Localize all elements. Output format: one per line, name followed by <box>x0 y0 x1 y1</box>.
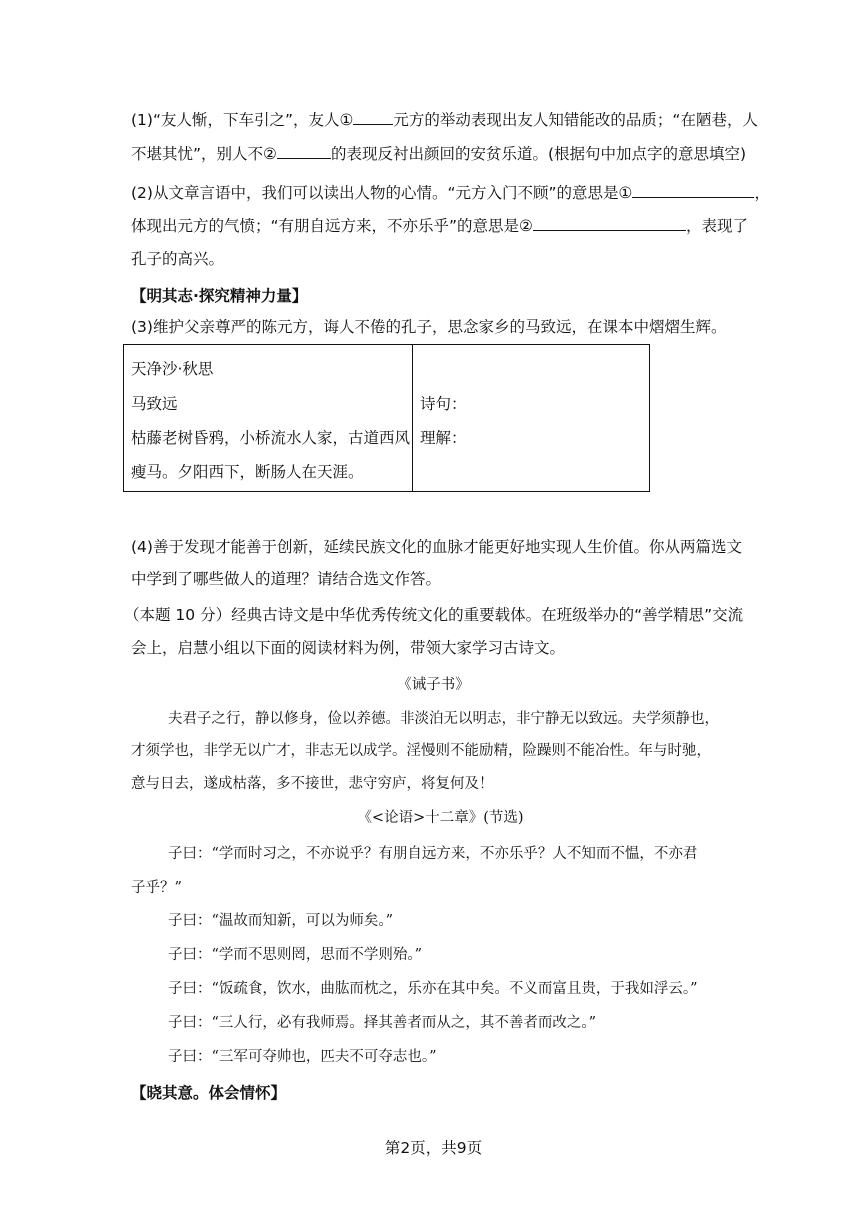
answer-blank-2[interactable] <box>277 142 331 159</box>
poem-text-line-2: 瘦马。夕阳西下，断肠人在天涯。 <box>131 463 364 481</box>
question-2-line-2: 体现出元方的气愤；“有朋自远方来，不亦乐乎”的意思是② ，表现了 <box>131 214 748 237</box>
text1-line-3: 意与日去，遂成枯落，多不接世，悲守穷庐，将复何及！ <box>131 776 494 792</box>
text2-line-4: 子曰：“学而不思则罔，思而不学则殆。” <box>168 947 423 963</box>
answer-blank-1[interactable] <box>353 108 393 125</box>
question-4-line-2: 中学到了哪些做人的道理？请结合选文作答。 <box>131 570 442 588</box>
poem-cell <box>124 345 413 491</box>
text2-line-5: 子曰：“饭疏食，饮水，曲肱而枕之，乐亦在其中矣。不义而富且贵，于我如浮云。” <box>168 981 698 997</box>
intro-line-2: 会上，启慧小组以下面的阅读材料为例，带领大家学习古诗文。 <box>131 639 566 657</box>
poem-text-line-1: 枯藤老树昏鸦，小桥流水人家，古道西风 <box>131 429 411 447</box>
answer-cell[interactable] <box>413 345 649 491</box>
text2-line-1: 子曰：“学而时习之，不亦说乎？有朋自远方来，不亦乐乎？人不知而不愠，不亦君 <box>168 846 698 862</box>
text1-title: 《诫子书》 <box>397 677 470 693</box>
section-heading-2: 【晓其意。体会情怀】 <box>131 1084 287 1102</box>
answer-blank-3[interactable] <box>632 181 754 198</box>
text2-line-6: 子曰：“三人行，必有我师焉。择其善者而从之，其不善者而改之。” <box>168 1015 597 1031</box>
poem-title: 天净沙·秋思 <box>131 360 214 378</box>
question-1-line-2: 不堪其忧”，别人不② 的表现反衬出颜回的安贫乐道。(根据句中加点字的意思填空) <box>131 142 746 165</box>
text2-line-7: 子曰：“三军可夺帅也，匹夫不可夺志也。” <box>168 1049 437 1065</box>
text2-title: 《<论语>十二章》(节选) <box>357 810 524 826</box>
question-3: (3)维护父亲尊严的陈元方，诲人不倦的孔子，思念家乡的马致远，在课本中熠熠生辉。 <box>131 318 727 336</box>
question-2-line-1: (2)从文章言语中，我们可以读出人物的心情。“元方入门不顾”的意思是① ， <box>131 181 770 204</box>
section-heading-1: 【明其志·探究精神力量】 <box>131 287 308 305</box>
poem-table <box>123 344 650 492</box>
text1-line-1: 夫君子之行，静以修身，俭以养德。非淡泊无以明志，非宁静无以致远。夫学须静也， <box>168 711 719 727</box>
understanding-field-label: 理解： <box>420 429 467 447</box>
text2-line-3: 子曰：“温故而知新，可以为师矣。” <box>168 913 394 929</box>
text1-line-2: 才须学也，非学无以广才，非志无以成学。淫慢则不能励精，险躁则不能冶性。年与时驰， <box>131 743 711 759</box>
page-number: 第2页，共9页 <box>384 1139 483 1157</box>
intro-line-1: （本题 10 分）经典古诗文是中华优秀传统文化的重要载体。在班级举办的“善学精思”交流 <box>124 606 744 624</box>
text2-line-2: 子乎？” <box>131 880 182 896</box>
answer-blank-4[interactable] <box>533 214 686 231</box>
question-4-line-1: (4)善于发现才能善于创新，延续民族文化的血脉才能更好地实现人生价值。你从两篇选文 <box>131 538 742 556</box>
question-2-line-3: 孔子的高兴。 <box>131 250 225 268</box>
poem-author: 马致远 <box>131 395 178 413</box>
verse-field-label: 诗句： <box>420 395 467 413</box>
question-1-line-1: (1)“友人惭，下车引之”，友人① 元方的举动表现出友人知错能改的品质；“在陋巷，人 <box>131 108 758 131</box>
